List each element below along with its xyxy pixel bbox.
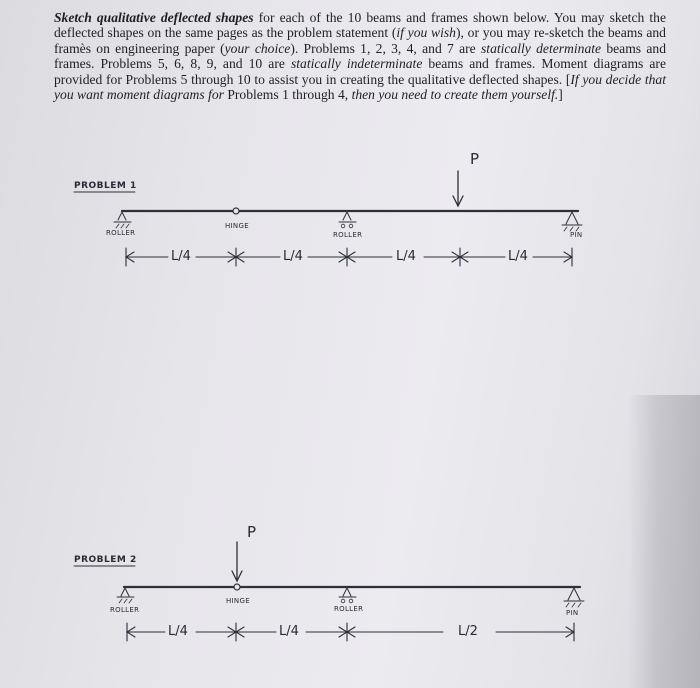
statement-italic: if you wish: [396, 25, 456, 41]
problem2-load-arrow: [232, 542, 242, 581]
statement-lead: Sketch qualitative deflected shapes: [54, 10, 254, 25]
problem1-dimension-line: [126, 248, 572, 266]
statement-italic: statically indeterminate: [290, 56, 423, 72]
problem2-title: PROBLEM 2: [74, 555, 137, 565]
problem2-dim-3: L/2: [458, 624, 478, 639]
problem2-roller-mid-label: ROLLER: [334, 605, 364, 613]
problem1-dim-3: L/4: [396, 249, 416, 264]
problem2-dim-1: L/4: [168, 624, 188, 639]
problem1-hinge-label: HINGE: [225, 222, 249, 230]
statement-italic: your choice: [224, 40, 291, 56]
statement-italic: statically determinate: [481, 40, 602, 56]
problem2-pin-label: PIN: [566, 609, 579, 617]
statement-text: for each of the 10 beams and frames shown below. You may sketch the deflected shapes on the same pages as the problem statement (: [54, 10, 666, 41]
problem1-title: PROBLEM 1: [74, 181, 137, 191]
statement-text: ]: [558, 87, 563, 103]
problem1-dim-1: L/4: [171, 249, 191, 264]
statement-text: beams and frames. Problems 5, 6, 8, 9, and 10 are: [54, 40, 666, 72]
problem2-roller-mid-support: [339, 588, 356, 603]
problem1-roller-mid-label: ROLLER: [333, 231, 363, 239]
statement-text: ). Problems 1, 2, 3, 4, and 7 are: [290, 40, 481, 56]
problem1-roller-left-label: ROLLER: [106, 229, 136, 237]
problem2-dimension-line: [127, 623, 574, 641]
problem1-dim-4: L/4: [508, 249, 528, 264]
problem1-pin-support: [562, 212, 582, 231]
problem1-dim-2: L/4: [283, 249, 303, 264]
problem1-load-label: P: [470, 150, 480, 168]
statement-text: beams and frames. Moment diagrams are provided for Problems 5 through 10 to assist you in creating the qualitative deflected shapes. [: [54, 56, 666, 87]
statement-text: Problems 1 through 4,: [223, 87, 352, 103]
problem2-roller-left-label: ROLLER: [110, 606, 140, 614]
problem1-roller-left-support: [114, 212, 131, 228]
problem2-dim-2: L/4: [279, 624, 299, 639]
statement-italic: then you need to create them yourself.: [351, 87, 559, 103]
problem2-load-label: P: [247, 523, 257, 541]
statement-text: ), or you may re-sketch the beams and framès on engineering paper (: [54, 25, 666, 56]
problem1-load-arrow: [453, 171, 463, 206]
problem2-hinge: [234, 584, 240, 590]
problem1-hinge: [233, 208, 239, 214]
problem1-roller-mid-support: [339, 212, 356, 228]
problem1-pin-label: PIN: [570, 231, 583, 239]
problem2-hinge-label: HINGE: [226, 597, 250, 605]
problem2-roller-left-support: [117, 588, 134, 603]
statement-italic: If you decide that you want moment diagrams for: [54, 71, 666, 103]
problem2-pin-support: [564, 588, 584, 607]
